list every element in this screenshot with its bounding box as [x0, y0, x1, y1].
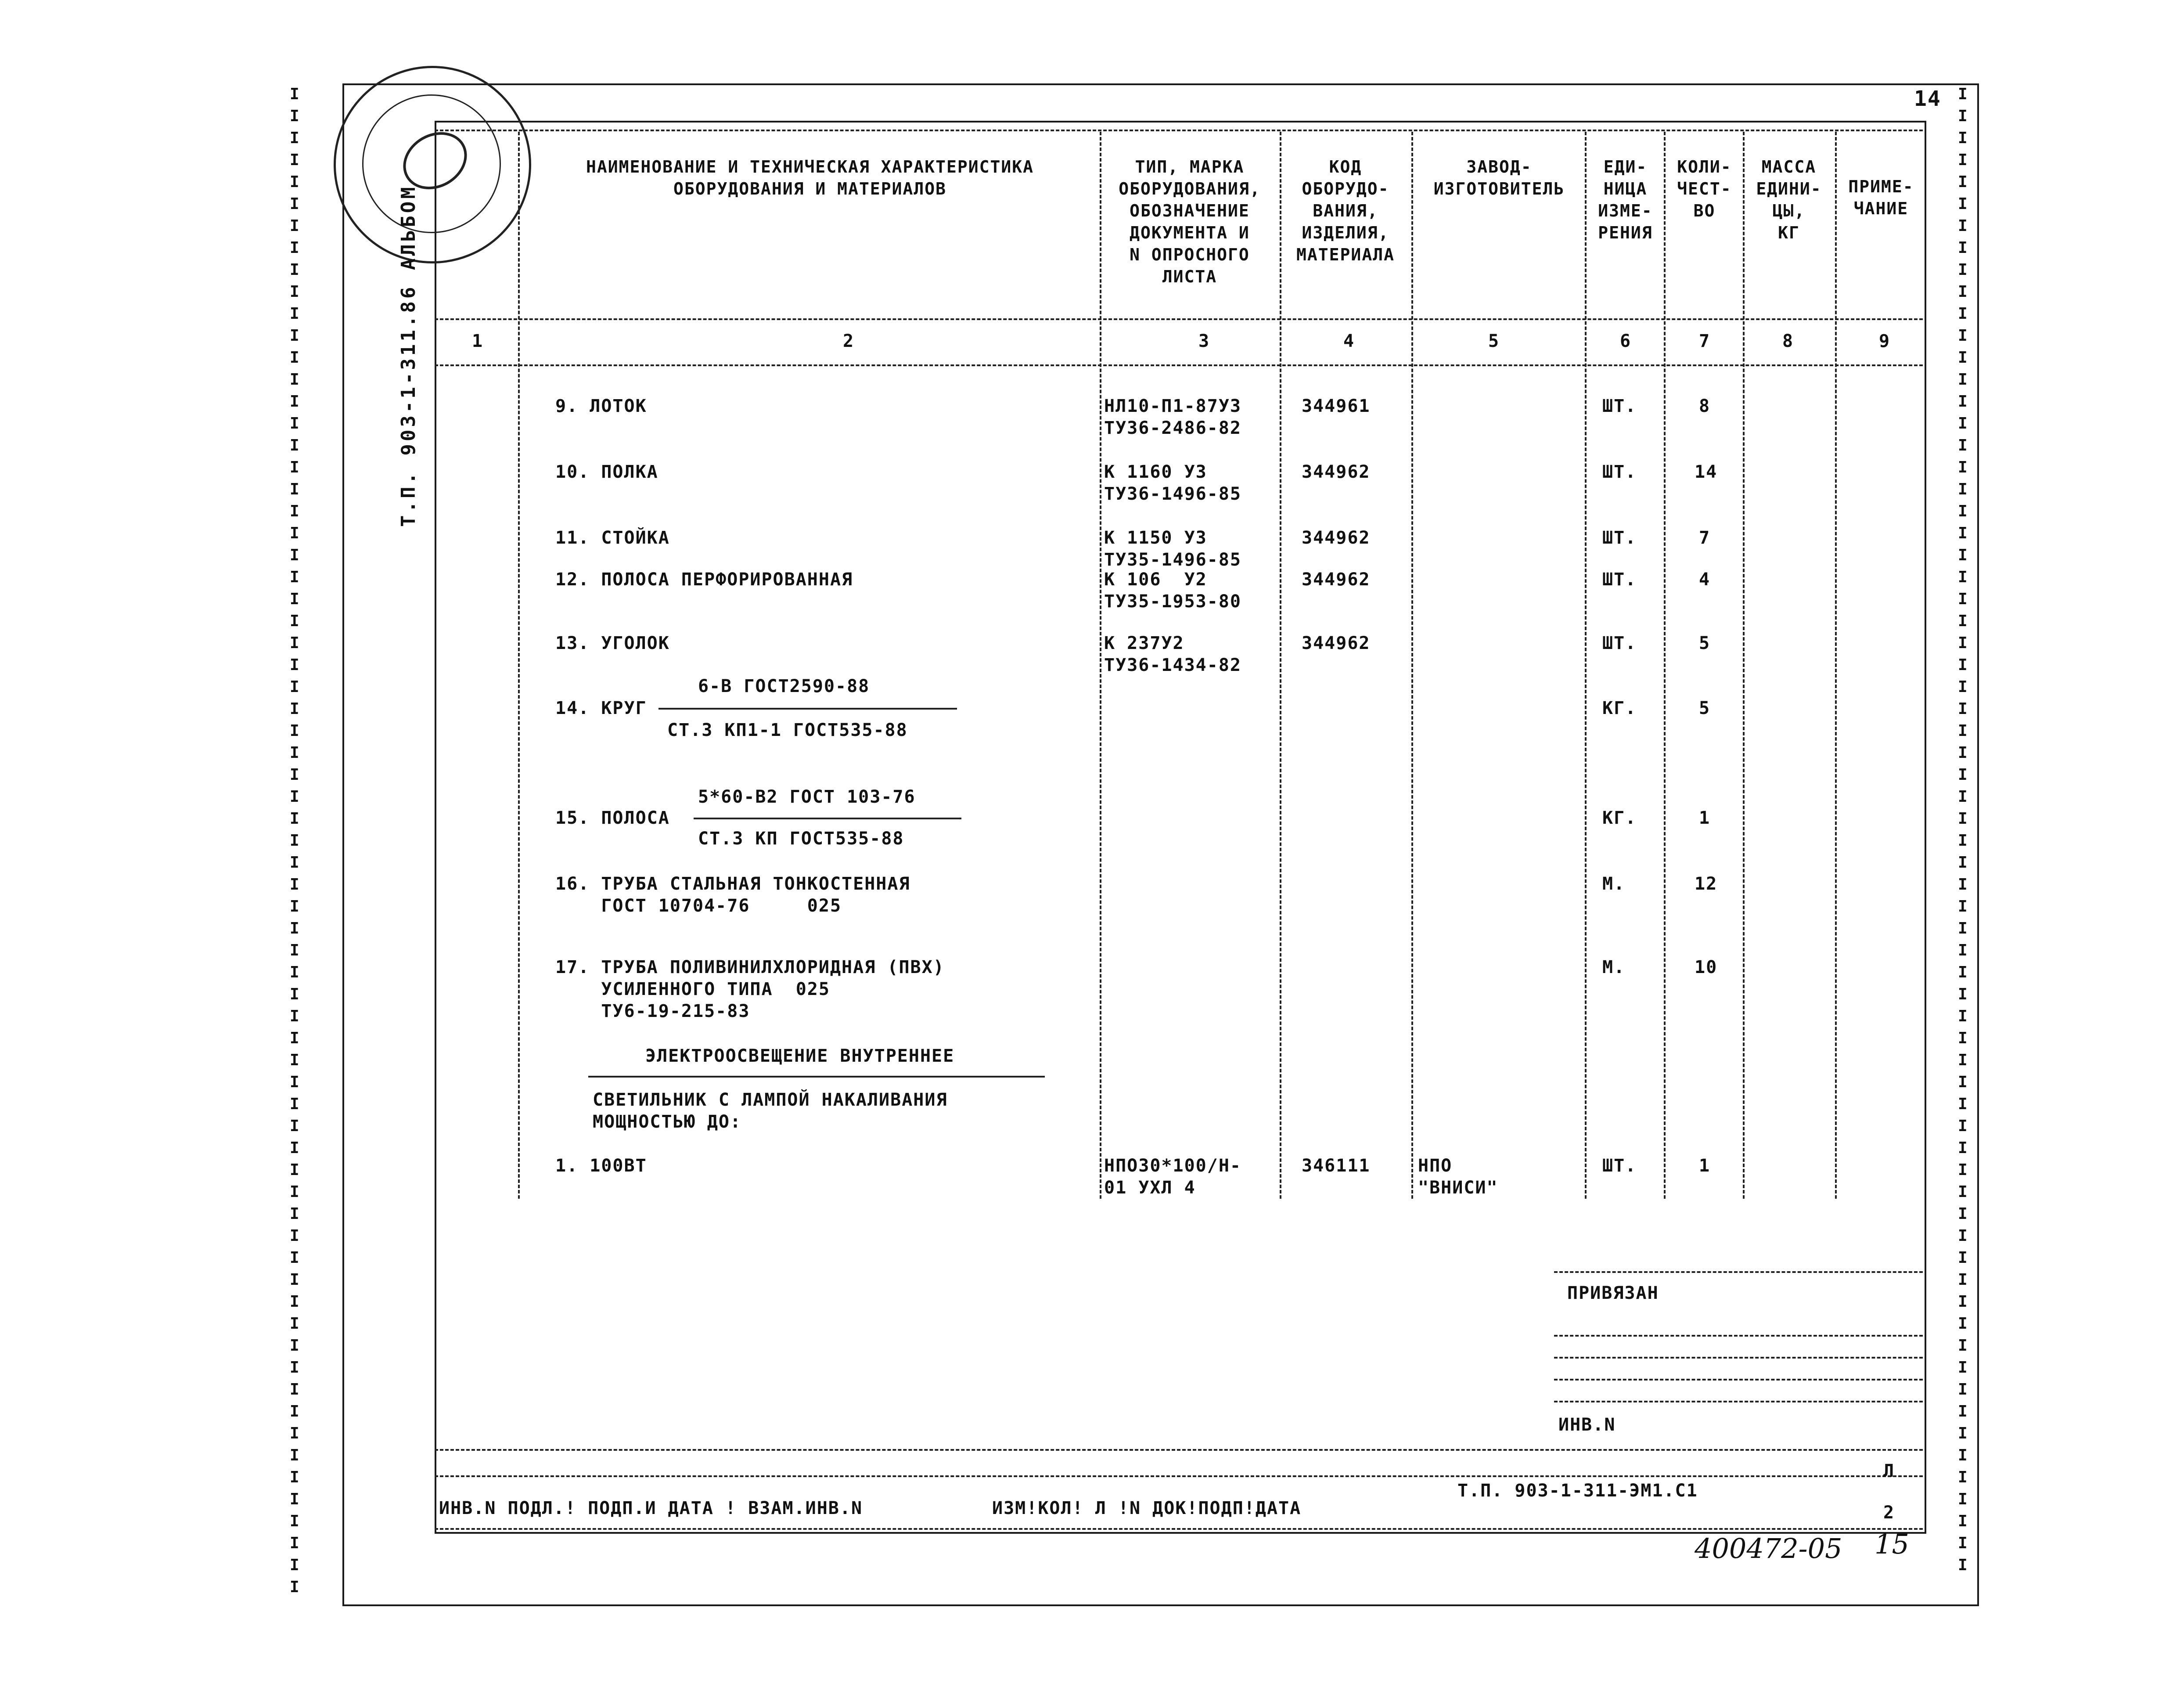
row-name: 15. ПОЛОСА: [555, 808, 670, 828]
lamp-code: 346111: [1302, 1156, 1371, 1176]
row-name: 11. СТОЙКА: [555, 528, 670, 548]
section-title: ЭЛЕКТРООСВЕЩЕНИЕ ВНУТРЕННЕЕ: [645, 1046, 955, 1066]
row-unit: ШТ.: [1602, 633, 1637, 653]
side-label: Т.П. 903-1-311.86 АЛЬБОМ: [397, 184, 420, 527]
binding-line: [1554, 1357, 1923, 1359]
colnum-6: 6: [1620, 331, 1632, 351]
round-stamp: [334, 66, 531, 263]
left-margin-marks: I I I I I I I I I I I I I I I I I I I I I I I I I I I I I I I I I I I I I I I I I I I I I I I I I I I I I I I I I I I I I I I I I I I I I: [290, 85, 299, 1596]
row-unit: КГ.: [1602, 808, 1637, 828]
colnum-bottom-line: [435, 364, 1923, 366]
section-desc: СВЕТИЛЬНИК С ЛАМПОЙ НАКАЛИВАНИЯ МОЩНОСТЬЮ ДО:: [593, 1090, 948, 1132]
right-margin-marks: I I I I I I I I I I I I I I I I I I I I I I I I I I I I I I I I I I I I I I I I I I I I I I I I I I I I I I I I I I I I I I I I I I I I: [1958, 85, 1968, 1574]
row-name: 12. ПОЛОСА ПЕРФОРИРОВАННАЯ: [555, 570, 853, 590]
row-code: 344961: [1302, 396, 1371, 416]
row-qty: 8: [1699, 396, 1711, 416]
row-code: 344962: [1302, 528, 1371, 548]
lamp-maker: НПО "ВНИСИ": [1418, 1156, 1498, 1198]
row-unit: ШТ.: [1602, 396, 1637, 416]
header-col9: ПРИМЕ- ЧАНИЕ: [1848, 177, 1914, 218]
row-name: 14. КРУГ: [555, 698, 647, 718]
frac-top: 5*60-В2 ГОСТ 103-76: [698, 787, 916, 807]
handwritten-number: 400472-05: [1695, 1532, 1842, 1564]
binding-line: [1554, 1401, 1923, 1402]
row-unit: ШТ.: [1602, 570, 1637, 590]
row-type: К 1160 У3 ТУ36-1496-85: [1104, 462, 1241, 504]
row-name: 17. ТРУБА ПОЛИВИНИЛХЛОРИДНАЯ (ПВХ) УСИЛЕННОГО ТИПА 025 ТУ6-19-215-83: [555, 957, 945, 1021]
row-unit: М.: [1602, 874, 1626, 894]
row-type: К 1150 У3 ТУ35-1496-85: [1104, 528, 1241, 570]
col-line-h: [1835, 132, 1837, 1199]
col-line-c: [1280, 132, 1281, 1199]
header-col8: МАССА ЕДИНИ- ЦЫ, КГ: [1756, 157, 1822, 242]
row-type: К 237У2 ТУ36-1434-82: [1104, 633, 1241, 675]
row-code: 344962: [1302, 633, 1371, 653]
frac-top: 6-В ГОСТ2590-88: [698, 676, 870, 696]
frac-line: [658, 708, 957, 710]
lamp-type: НПО30*100/Н- 01 УХЛ 4: [1104, 1156, 1241, 1198]
page-number: 14: [1914, 87, 1941, 111]
header-col2: НАИМЕНОВАНИЕ И ТЕХНИЧЕСКАЯ ХАРАКТЕРИСТИКА ОБОРУДОВАНИЯ И МАТЕРИАЛОВ: [586, 157, 1034, 198]
row-name: 10. ПОЛКА: [555, 462, 658, 482]
footer-left-labels: ИНВ.N ПОДЛ.! ПОДП.И ДАТА ! ВЗАМ.ИНВ.N: [439, 1498, 863, 1518]
colnum-4: 4: [1343, 331, 1355, 351]
colnum-9: 9: [1879, 331, 1891, 351]
binding-top-line: [1554, 1271, 1923, 1273]
header-col5: ЗАВОД- ИЗГОТОВИТЕЛЬ: [1433, 157, 1565, 198]
header-col4: КОД ОБОРУДО- ВАНИЯ, ИЗДЕЛИЯ, МАТЕРИАЛА: [1296, 157, 1395, 264]
row-qty: 1: [1699, 808, 1711, 828]
row-type: К 106 У2 ТУ35-1953-80: [1104, 570, 1241, 612]
row-qty: 5: [1699, 698, 1711, 718]
frac-bottom: СТ.3 КП ГОСТ535-88: [698, 829, 904, 849]
row-qty: 14: [1695, 462, 1718, 482]
footer-mid-line: [435, 1475, 1923, 1477]
row-unit: ШТ.: [1602, 528, 1637, 548]
lamp-unit: ШТ.: [1602, 1156, 1637, 1176]
colnum-3: 3: [1198, 331, 1210, 351]
col-line-g: [1743, 132, 1745, 1199]
header-col6: ЕДИ- НИЦА ИЗМЕ- РЕНИЯ: [1598, 157, 1653, 242]
binding-line: [1554, 1335, 1923, 1337]
row-name: 9. ЛОТОК: [555, 396, 647, 416]
col-line-f: [1664, 132, 1666, 1199]
lamp-qty: 1: [1699, 1156, 1711, 1176]
footer-bottom-line: [435, 1528, 1923, 1530]
colnum-2: 2: [843, 331, 855, 351]
footer-top-line: [435, 1449, 1923, 1451]
footer-mid-labels: ИЗМ!КОЛ! Л !N ДОК!ПОДП!ДАТА: [992, 1498, 1302, 1518]
lamp-name: 1. 100ВТ: [555, 1156, 647, 1176]
col-line-e: [1585, 132, 1587, 1199]
row-qty: 7: [1699, 528, 1711, 548]
col-line-a: [518, 132, 520, 1199]
binding-line: [1554, 1379, 1923, 1381]
col-line-b: [1100, 132, 1101, 1199]
handwritten-page: 15: [1875, 1528, 1909, 1560]
colnum-5: 5: [1488, 331, 1500, 351]
header-col7: КОЛИ- ЧЕСТ- ВО: [1677, 157, 1732, 220]
footer-sheet-label: Л: [1883, 1461, 1895, 1481]
header-bottom-line: [435, 318, 1923, 320]
header-col3: ТИП, МАРКА ОБОРУДОВАНИЯ, ОБОЗНАЧЕНИЕ ДОКУМЕНТА И N ОПРОСНОГО ЛИСТА: [1119, 157, 1261, 286]
row-name: 16. ТРУБА СТАЛЬНАЯ ТОНКОСТЕННАЯ ГОСТ 10704-76 025: [555, 874, 910, 916]
frac-bottom: СТ.3 КП1-1 ГОСТ535-88: [667, 720, 908, 740]
row-unit: М.: [1602, 957, 1626, 977]
row-code: 344962: [1302, 462, 1371, 482]
row-qty: 10: [1695, 957, 1718, 977]
row-type: НЛ10-П1-87У3 ТУ36-2486-82: [1104, 396, 1241, 438]
binding-title: ПРИВЯЗАН: [1567, 1283, 1659, 1303]
row-qty: 12: [1695, 874, 1718, 894]
binding-inv: ИНВ.N: [1558, 1415, 1616, 1435]
row-unit: КГ.: [1602, 698, 1637, 718]
row-qty: 4: [1699, 570, 1711, 590]
col-line-d: [1411, 132, 1413, 1199]
frac-line: [694, 818, 961, 819]
row-code: 344962: [1302, 570, 1371, 590]
section-title-underline: [588, 1076, 1045, 1078]
footer-doc-code: Т.П. 903-1-311-ЭМ1.С1: [1457, 1481, 1698, 1501]
colnum-8: 8: [1782, 331, 1794, 351]
colnum-1: 1: [472, 331, 484, 351]
row-qty: 5: [1699, 633, 1711, 653]
colnum-7: 7: [1699, 331, 1711, 351]
header-top-line: [435, 130, 1923, 131]
footer-sheet-number: 2: [1883, 1503, 1895, 1523]
row-unit: ШТ.: [1602, 462, 1637, 482]
row-name: 13. УГОЛОК: [555, 633, 670, 653]
